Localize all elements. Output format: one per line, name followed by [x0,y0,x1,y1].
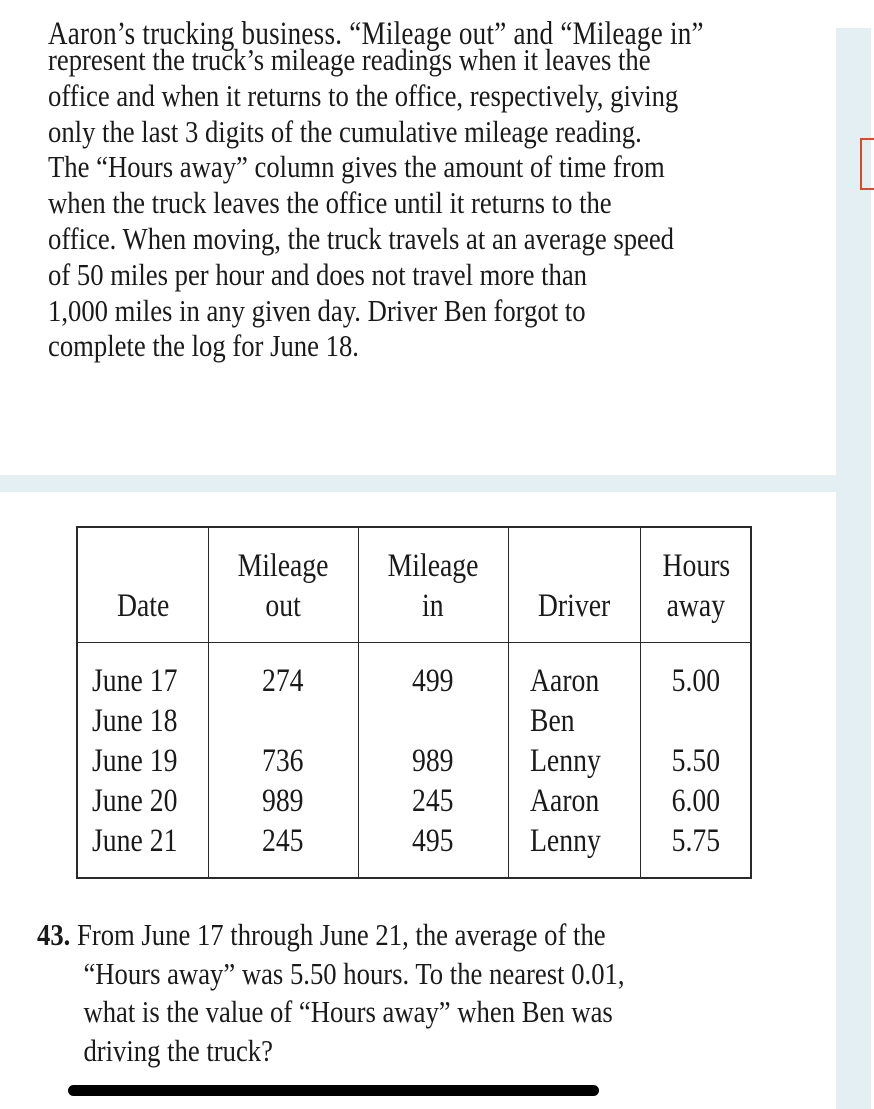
cell-mileage-in: 499 [412,663,454,699]
truck-log-table [76,526,752,879]
passage-line-8: 1,000 miles in any given day. Driver Ben forgot to [48,292,586,328]
header-date: Date [116,588,170,624]
cell-date: June 18 [92,703,178,739]
cell-date: June 19 [92,743,178,779]
cell-driver: Lenny [530,743,601,779]
cell-mileage-out [208,701,358,741]
header-mileage-in-bottom: in [422,588,444,624]
cell-mileage-in: 495 [412,823,454,859]
cell-date: June 17 [92,663,178,699]
cell-mileage-in: 245 [412,783,454,819]
cell-date: June 20 [92,783,178,819]
passage-line-1: represent the truck’s mileage readings when it leaves the [48,42,651,77]
cell-hours: 5.75 [671,823,721,859]
passage-line-6: office. When moving, the truck travels at an average speed [48,220,675,256]
table-header-divider [78,642,750,643]
question-line-2: “Hours away” was 5.50 hours. To the nearest 0.01, [83,955,625,991]
question-line-4: driving the truck? [83,1032,273,1068]
scroll-indicator[interactable] [68,1085,599,1096]
passage-line-3: only the last 3 digits of the cumulative mileage reading. [48,113,642,149]
question-line-1 [37,916,716,955]
cell-mileage-in [358,701,508,741]
cell-mileage-out: 245 [262,823,304,859]
header-mileage-out-top: Mileage [237,548,329,584]
header-mileage-out-bottom: out [265,588,301,624]
cell-driver: Aaron [530,663,600,699]
cell-driver: Ben [530,703,575,739]
cell-hours: 6.00 [671,783,721,819]
passage-line-7: of 50 miles per hour and does not travel more than [48,256,587,292]
passage-line-4: The “Hours away” column gives the amount of time from [48,149,665,185]
passage-cut-line [48,8,828,52]
question-number: 43. [37,917,71,952]
cell-mileage-out: 989 [262,783,304,819]
passage [48,42,813,364]
header-hours-bottom: away [666,588,726,624]
header-mileage-in-top: Mileage [387,548,479,584]
cell-hours: 5.50 [671,743,721,779]
passage-line-5: when the truck leaves the office until it returns to the [48,185,612,221]
cell-hours: 5.00 [671,663,721,699]
cell-driver: Lenny [530,823,601,859]
header-driver: Driver [537,588,611,624]
question-43 [37,916,827,1070]
table-column-divider [508,528,509,877]
question-line-3: what is the value of “Hours away” when Ben was [83,994,613,1029]
cell-hours [640,701,752,741]
passage-line-2: office and when it returns to the office, respectively, giving [48,77,679,113]
cell-driver: Aaron [530,783,600,819]
passage-cut-line-text: Aaron’s trucking business. “Mileage out” and “Mileage in” [48,16,704,52]
cell-mileage-out: 274 [262,663,304,699]
cell-date: June 21 [92,823,178,859]
side-bracket-marker[interactable] [860,138,874,190]
cell-mileage-in: 989 [412,743,454,779]
cell-mileage-out: 736 [262,743,304,779]
section-separator [0,475,871,492]
right-side-strip [836,28,871,1109]
question-line-1-text: From June 17 through June 21, the average of the [76,917,606,952]
passage-line-9: complete the log for June 18. [48,328,359,364]
header-hours-top: Hours [662,548,730,584]
